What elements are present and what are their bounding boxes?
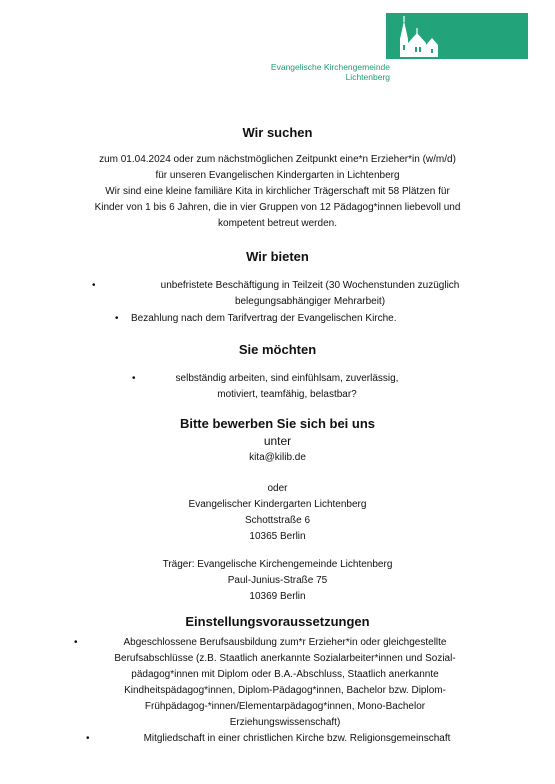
text-line: Wir sind eine kleine familiäre Kita in kirchlicher Trägerschaft mit 58 Plätzen für: [105, 186, 450, 197]
heading-wir-suchen: Wir suchen: [242, 125, 313, 140]
section-voraussetzungen: [30, 614, 525, 630]
traeger-city: 10369 Berlin: [249, 591, 306, 602]
logo-line-1: Evangelische Kirchengemeinde: [270, 62, 390, 72]
email-link[interactable]: kita@kilib.de: [249, 452, 306, 463]
list-item-text: Erziehungswissenschaft): [229, 717, 341, 728]
list-item-text: Abgeschlossene Berufsausbildung zum*r Erzieher*in oder gleichgestellte: [123, 637, 447, 648]
text-line: kompetent betreut werden.: [218, 218, 337, 229]
list-item: [60, 635, 510, 731]
text-line: zum 01.04.2024 oder zum nächstmöglichen Zeitpunkt eine*n Erzieher*in (w/m/d): [99, 154, 456, 165]
list-item: [130, 371, 430, 403]
list-item-text: Mitgliedschaft in einer christlichen Kirche bzw. Religionsgemeinschaft: [143, 733, 451, 744]
heading-wir-bieten: Wir bieten: [246, 249, 309, 264]
bullet-icon: •: [115, 313, 119, 324]
section-bewerben: [30, 416, 525, 432]
section-wir-bieten: [30, 249, 525, 265]
logo-line-2: Lichtenberg: [345, 72, 390, 82]
sie-moechten-list: [130, 371, 430, 403]
section-sie-moechten: [30, 342, 525, 358]
voraussetzungen-list: [60, 635, 510, 747]
traeger-name: Träger: Evangelische Kirchengemeinde Lichtenberg: [162, 559, 393, 570]
bullet-icon: •: [92, 280, 96, 291]
wir-bieten-list-2: [115, 311, 475, 327]
list-item: [90, 278, 510, 310]
list-item-text: Frühpädagog-*innen/Elementarpädagog*innen, Mono-Bachelor: [144, 701, 426, 712]
kita-city: 10365 Berlin: [249, 531, 306, 542]
list-item-text: Bezahlung nach dem Tarifvertrag der Evangelischen Kirche.: [131, 313, 397, 324]
bullet-icon: •: [86, 733, 90, 744]
text-line: für unseren Evangelischen Kindergarten in Lichtenberg: [155, 170, 400, 181]
wir-suchen-text: [30, 152, 525, 232]
logo-text: [250, 62, 390, 82]
bullet-icon: •: [74, 637, 78, 648]
kita-street: Schottstraße 6: [244, 515, 311, 526]
list-item-text: selbständig arbeiten, sind einfühlsam, zuverlässig,: [175, 373, 399, 384]
oder-label: oder: [267, 483, 288, 494]
heading-voraussetzungen: Einstellungsvoraussetzungen: [185, 614, 370, 629]
list-item-text: belegungsabhängiger Mehrarbeit): [234, 296, 386, 307]
bullet-icon: •: [132, 373, 136, 384]
unter-label: unter: [263, 434, 292, 448]
section-wir-suchen: [30, 125, 525, 141]
wir-bieten-list: [90, 278, 510, 310]
heading-sie-moechten: Sie möchten: [238, 342, 317, 357]
list-item-text: Kindheitspädagog*innen, Diplom-Pädagog*innen, Bachelor bzw. Diplom-: [124, 685, 446, 696]
list-item: [115, 311, 475, 327]
list-item-text: unbefristete Beschäftigung in Teilzeit (30 Wochenstunden zuzüglich: [160, 280, 460, 291]
heading-bewerben: Bitte bewerben Sie sich bei uns: [179, 416, 376, 431]
list-item-text: motiviert, teamfähig, belastbar?: [217, 389, 357, 400]
list-item-text: pädagog*innen mit Diplom oder B.A.-Abschluss, Staatlich anerkannte: [131, 669, 439, 680]
traeger-address: [30, 557, 525, 605]
bewerben-contact: [30, 433, 525, 466]
list-item-text: Berufsabschlüsse (z.B. Staatlich anerkannte Sozialarbeiter*innen und Sozial-: [114, 653, 456, 664]
traeger-street: Paul-Junius-Straße 75: [227, 575, 328, 586]
text-line: Kinder von 1 bis 6 Jahren, die in vier Gruppen von 12 Pädagog*innen liebevoll und: [94, 202, 461, 213]
list-item: [60, 731, 510, 747]
church-icon: [386, 13, 528, 59]
kita-address: [30, 481, 525, 545]
kita-name: Evangelischer Kindergarten Lichtenberg: [188, 499, 367, 510]
logo-banner: [386, 13, 528, 59]
